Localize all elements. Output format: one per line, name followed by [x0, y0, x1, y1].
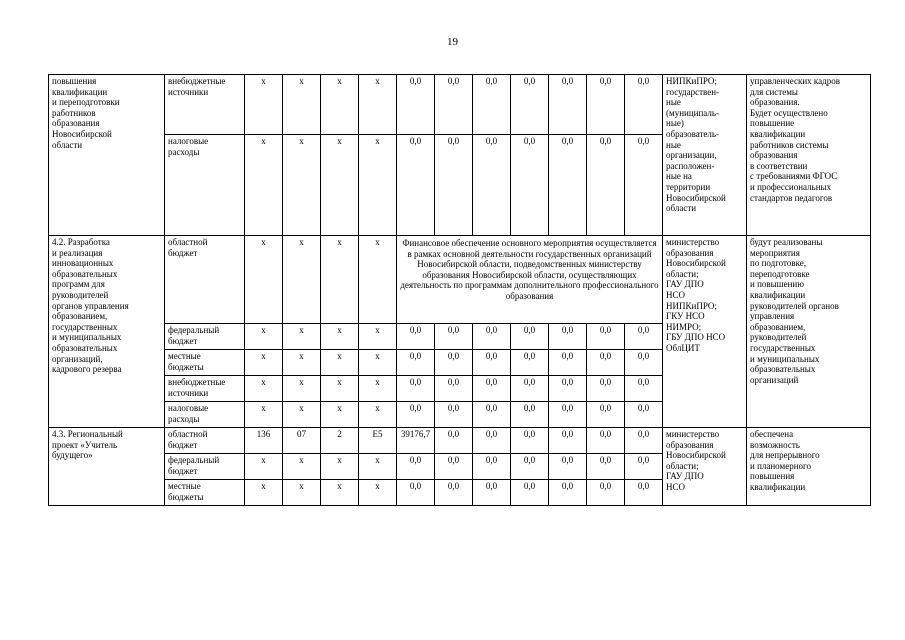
code-cell: х: [245, 236, 283, 324]
code-cell: х: [283, 236, 321, 324]
code-cell: 07: [283, 428, 321, 454]
value-cell: 0,0: [397, 402, 435, 428]
table-body: [49, 75, 871, 506]
code-cell: х: [283, 350, 321, 376]
code-cell: х: [283, 402, 321, 428]
page-number: 19: [447, 36, 458, 48]
table-row: [49, 75, 871, 135]
value-cell: 0,0: [435, 480, 473, 506]
code-cell: х: [359, 350, 397, 376]
value-cell: 0,0: [435, 376, 473, 402]
source-label: областной бюджет: [165, 236, 245, 324]
source-label: федеральный бюджет: [165, 454, 245, 480]
code-cell: х: [321, 324, 359, 350]
value-cell: 0,0: [435, 454, 473, 480]
source-label: местные бюджеты: [165, 480, 245, 506]
value-cell: 0,0: [435, 350, 473, 376]
value-cell: 0,0: [587, 402, 625, 428]
code-cell: х: [321, 75, 359, 135]
value-cell: 0,0: [435, 324, 473, 350]
measure-name: 4.3. Региональный проект «Учитель будущего»: [49, 428, 165, 506]
code-cell: х: [359, 135, 397, 236]
code-cell: х: [359, 376, 397, 402]
value-cell: 0,0: [587, 75, 625, 135]
value-cell: 0,0: [625, 324, 663, 350]
value-cell: 0,0: [435, 135, 473, 236]
value-cell: 0,0: [397, 75, 435, 135]
result-cell: управленческих кадров для системы образования. Будет осуществлено повышение квалификации работников системы образования в соответствии с требованиями ФГОС и профессиональных стандартов педагогов: [747, 75, 871, 236]
code-cell: 136: [245, 428, 283, 454]
value-cell: 0,0: [511, 402, 549, 428]
value-cell: 0,0: [397, 135, 435, 236]
code-cell: х: [321, 350, 359, 376]
source-label: налоговые расходы: [165, 402, 245, 428]
code-cell: х: [321, 480, 359, 506]
code-cell: х: [283, 135, 321, 236]
code-cell: х: [321, 376, 359, 402]
value-cell: 0,0: [473, 75, 511, 135]
value-cell: 0,0: [587, 376, 625, 402]
value-cell: 0,0: [435, 402, 473, 428]
value-cell: 0,0: [473, 376, 511, 402]
value-cell: 0,0: [473, 480, 511, 506]
code-cell: х: [245, 480, 283, 506]
value-cell: 0,0: [549, 324, 587, 350]
source-label: внебюджетные источники: [165, 75, 245, 135]
code-cell: х: [283, 75, 321, 135]
code-cell: х: [359, 75, 397, 135]
value-cell: 0,0: [625, 428, 663, 454]
value-cell: 0,0: [397, 324, 435, 350]
table-row: [49, 428, 871, 454]
value-cell: 0,0: [473, 350, 511, 376]
code-cell: х: [283, 324, 321, 350]
result-cell: будут реализованы мероприятия по подготовке, переподготовке и повышению квалификации руководителей органов управления образованием, руководителей государственных и муниципальных образовательных организаций: [747, 236, 871, 428]
value-cell: 0,0: [511, 135, 549, 236]
value-cell: 0,0: [473, 135, 511, 236]
source-label: областной бюджет: [165, 428, 245, 454]
value-cell: 0,0: [549, 75, 587, 135]
value-cell: 0,0: [473, 324, 511, 350]
value-cell: 0,0: [549, 454, 587, 480]
code-cell: х: [245, 75, 283, 135]
financing-note: Финансовое обеспечение основного мероприятия осуществляется в рамках основной деятельности государственных организаций Новосибирской области, подведомственных министерству образования Новосибирской области, осуществляющих деятельность по программам дополнительного профессионального образования: [397, 236, 663, 324]
value-cell: 0,0: [511, 428, 549, 454]
financing-table: [48, 74, 871, 506]
code-cell: х: [359, 236, 397, 324]
value-cell: 0,0: [549, 402, 587, 428]
measure-name: повышения квалификации и переподготовки работников образования Новосибирской области: [49, 75, 165, 236]
code-cell: х: [283, 376, 321, 402]
value-cell: 0,0: [397, 480, 435, 506]
value-cell: 0,0: [473, 454, 511, 480]
value-cell: 0,0: [625, 75, 663, 135]
value-cell: 0,0: [473, 402, 511, 428]
code-cell: х: [245, 402, 283, 428]
result-cell: обеспечена возможность для непрерывного и планомерного повышения квалификации: [747, 428, 871, 506]
code-cell: х: [359, 480, 397, 506]
value-cell: 0,0: [397, 454, 435, 480]
value-cell: 0,0: [435, 428, 473, 454]
value-cell: 0,0: [625, 376, 663, 402]
value-cell: 0,0: [511, 75, 549, 135]
value-cell: 0,0: [625, 350, 663, 376]
table-row: [49, 236, 871, 324]
value-cell: 0,0: [397, 350, 435, 376]
code-cell: х: [359, 454, 397, 480]
value-cell: 0,0: [625, 480, 663, 506]
executor-cell: НИПКиПРО; государствен- ные (муниципаль- ные) образователь- ные организации, расположен- ные на территории Новосибирской области: [663, 75, 747, 236]
source-label: внебюджетные источники: [165, 376, 245, 402]
executor-cell: министерство образования Новосибирской области; ГАУ ДПО НСО: [663, 428, 747, 506]
value-cell: 0,0: [549, 428, 587, 454]
value-cell: 0,0: [549, 480, 587, 506]
value-cell: 0,0: [511, 480, 549, 506]
code-cell: х: [359, 324, 397, 350]
code-cell: х: [283, 454, 321, 480]
value-cell: 0,0: [587, 480, 625, 506]
value-cell: 0,0: [549, 350, 587, 376]
value-cell: 0,0: [511, 376, 549, 402]
value-cell: 0,0: [625, 402, 663, 428]
value-cell: 0,0: [587, 454, 625, 480]
code-cell: х: [321, 236, 359, 324]
value-cell: 0,0: [587, 135, 625, 236]
value-cell: 0,0: [511, 350, 549, 376]
value-cell: 0,0: [435, 75, 473, 135]
executor-cell: министерство образования Новосибирской области; ГАУ ДПО НСО НИПКиПРО; ГКУ НСО НИМРО; ГБУ ДПО НСО ОблЦИТ: [663, 236, 747, 428]
code-cell: х: [321, 135, 359, 236]
value-cell: 0,0: [587, 324, 625, 350]
code-cell: 2: [321, 428, 359, 454]
source-label: налоговые расходы: [165, 135, 245, 236]
source-label: федеральный бюджет: [165, 324, 245, 350]
code-cell: х: [359, 402, 397, 428]
code-cell: х: [321, 454, 359, 480]
code-cell: х: [245, 324, 283, 350]
code-cell: х: [245, 376, 283, 402]
value-cell: 0,0: [625, 135, 663, 236]
value-cell: 0,0: [549, 135, 587, 236]
code-cell: х: [321, 402, 359, 428]
measure-name: 4.2. Разработка и реализация инновационных образовательных программ для руководителей органов управления образованием, государственных и муниципальных образовательных организаций, кадрового резерва: [49, 236, 165, 428]
value-cell: 0,0: [587, 428, 625, 454]
value-cell: 39176,7: [397, 428, 435, 454]
value-cell: 0,0: [397, 376, 435, 402]
code-cell: х: [245, 350, 283, 376]
source-label: местные бюджеты: [165, 350, 245, 376]
code-cell: E5: [359, 428, 397, 454]
code-cell: х: [245, 454, 283, 480]
code-cell: х: [283, 480, 321, 506]
value-cell: 0,0: [625, 454, 663, 480]
value-cell: 0,0: [511, 324, 549, 350]
value-cell: 0,0: [549, 376, 587, 402]
value-cell: 0,0: [473, 428, 511, 454]
value-cell: 0,0: [587, 350, 625, 376]
code-cell: х: [245, 135, 283, 236]
value-cell: 0,0: [511, 454, 549, 480]
